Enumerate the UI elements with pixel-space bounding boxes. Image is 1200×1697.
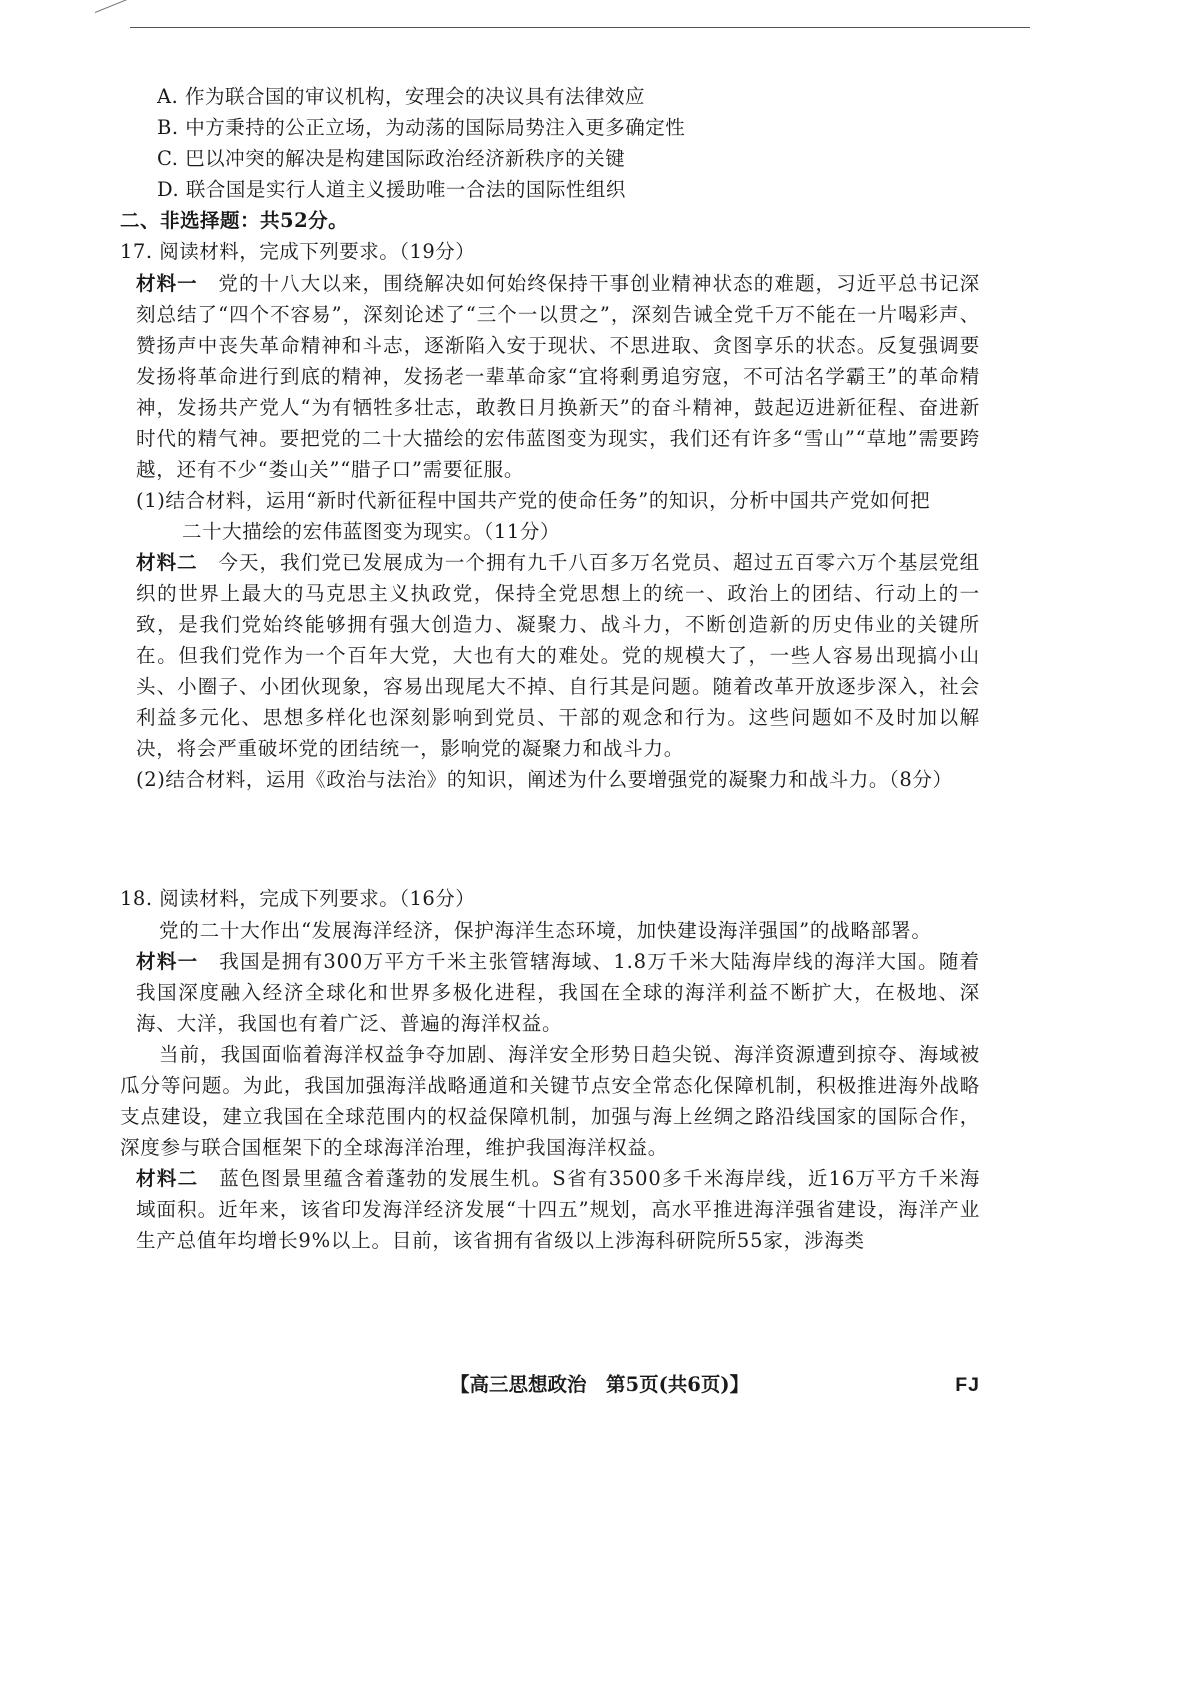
footer-code: FJ [955, 1374, 980, 1396]
q17-sub1-line1: (1)结合材料，运用“新时代新征程中国共产党的使命任务”的知识，分析中国共产党如何把 [136, 489, 931, 512]
option-a: A. 作为联合国的审议机构，安理会的决议具有法律效应 [157, 85, 645, 108]
q18-material-2-text: 蓝色图景里蕴含着蓬勃的发展生机。S省有3500多千米海岸线，近16万平方千米海域面积。近年来，该省印发海洋经济发展“十四五”规划，高水平推进海洋强省建设，海洋产业生产总值年均增长9%以上。目前，该省拥有省级以上涉海科研院所55家，涉海类 [136, 1167, 980, 1252]
page-footer [120, 1370, 980, 1400]
q18-material-1-p2: 当前，我国面临着海洋权益争夺加剧、海洋安全形势日趋尖锐、海洋资源遭到掠夺、海域被瓜分等问题。为此，我国加强海洋战略通道和关键节点安全常态化保障机制，积极推进海外战略支点建设，建立我国在全球范围内的权益保障机制，加强与海上丝绸之路沿线国家的国际合作，深度参与联合国框架下的全球海洋治理，维护我国海洋权益。 [120, 1043, 980, 1159]
q18-intro: 党的二十大作出“发展海洋经济，保护海洋生态环境，加快建设海洋强国”的战略部署。 [159, 919, 932, 942]
q17-subquestion-1 [120, 485, 980, 547]
exam-page [120, 82, 980, 1256]
q17-material-1 [120, 268, 980, 485]
option-c: C. 巴以冲突的解决是构建国际政治经济新秩序的关键 [157, 147, 626, 170]
q17-sub1-line2: 二十大描绘的宏伟蓝图变为现实。（11分） [182, 520, 561, 543]
option-b: B. 中方秉持的公正立场，为动荡的国际局势注入更多确定性 [157, 116, 686, 139]
q18-material-2-label: 材料二 [136, 1167, 199, 1190]
section-heading: 二、非选择题：共52分。 [120, 209, 349, 232]
q17-material-2-text: 今天，我们党已发展成为一个拥有九千八百多万名党员、超过五百零六万个基层党组织的世界上最大的马克思主义执政党，保持全党思想上的统一、政治上的团结、行动上的一致，是我们党始终能够拥有强大创造力、凝聚力、战斗力，不断创造新的历史伟业的关键所在。但我们党作为一个百年大党，大也有大的难处。党的规模大了，一些人容易出现搞小山头、小圈子、小团伙现象，容易出现尾大不掉、自行其是问题。随着改革开放逐步深入，社会利益多元化、思想多样化也深刻影响到党员、干部的观念和行为。这些问题如不及时加以解决，将会严重破坏党的团结统一，影响党的凝聚力和战斗力。 [136, 551, 980, 760]
q17-material-2-label: 材料二 [136, 551, 198, 574]
answer-space [120, 795, 980, 884]
q17-material-2 [120, 547, 980, 764]
q17-material-1-label: 材料一 [136, 272, 198, 295]
q18-material-1 [120, 946, 980, 1039]
question-17-title: 17. 阅读材料，完成下列要求。（19分） [120, 240, 476, 263]
q18-material-1-p1: 我国是拥有300万平方千米主张管辖海域、1.8万千米大陆海岸线的海洋大国。随着我国深度融入经济全球化和世界多极化进程，我国在全球的海洋利益不断扩大，在极地、深海、大洋，我国也有着广泛、普遍的海洋权益。 [136, 950, 980, 1035]
q18-material-2 [120, 1163, 980, 1256]
scan-corner-line [95, 0, 137, 13]
top-rule [130, 27, 1030, 28]
q18-material-1-label: 材料一 [136, 950, 199, 973]
option-d: D. 联合国是实行人道主义援助唯一合法的国际性组织 [157, 178, 626, 201]
question-18-title: 18. 阅读材料，完成下列要求。（16分） [120, 887, 476, 910]
footer-page-info: 【高三思想政治 第5页(共6页)】 [450, 1373, 750, 1396]
q17-subquestion-2: (2)结合材料，运用《政治与法治》的知识，阐述为什么要增强党的凝聚力和战斗力。（8分） [136, 768, 953, 791]
q17-material-1-text: 党的十八大以来，围绕解决如何始终保持干事创业精神状态的难题，习近平总书记深刻总结了“四个不容易”，深刻论述了“三个一以贯之”，深刻告诫全党千万不能在一片喝彩声、赞扬声中丧失革命精神和斗志，逐渐陷入安于现状、不思进取、贪图享乐的状态。反复强调要发扬将革命进行到底的精神，发扬老一辈革命家“宜将剩勇追穷寇，不可沽名学霸王”的革命精神，发扬共产党人“为有牺牲多壮志，敢教日月换新天”的奋斗精神，鼓起迈进新征程、奋进新时代的精气神。要把党的二十大描绘的宏伟蓝图变为现实，我们还有许多“雪山”“草地”需要跨越，还有不少“娄山关”“腊子口”需要征服。 [136, 272, 980, 481]
